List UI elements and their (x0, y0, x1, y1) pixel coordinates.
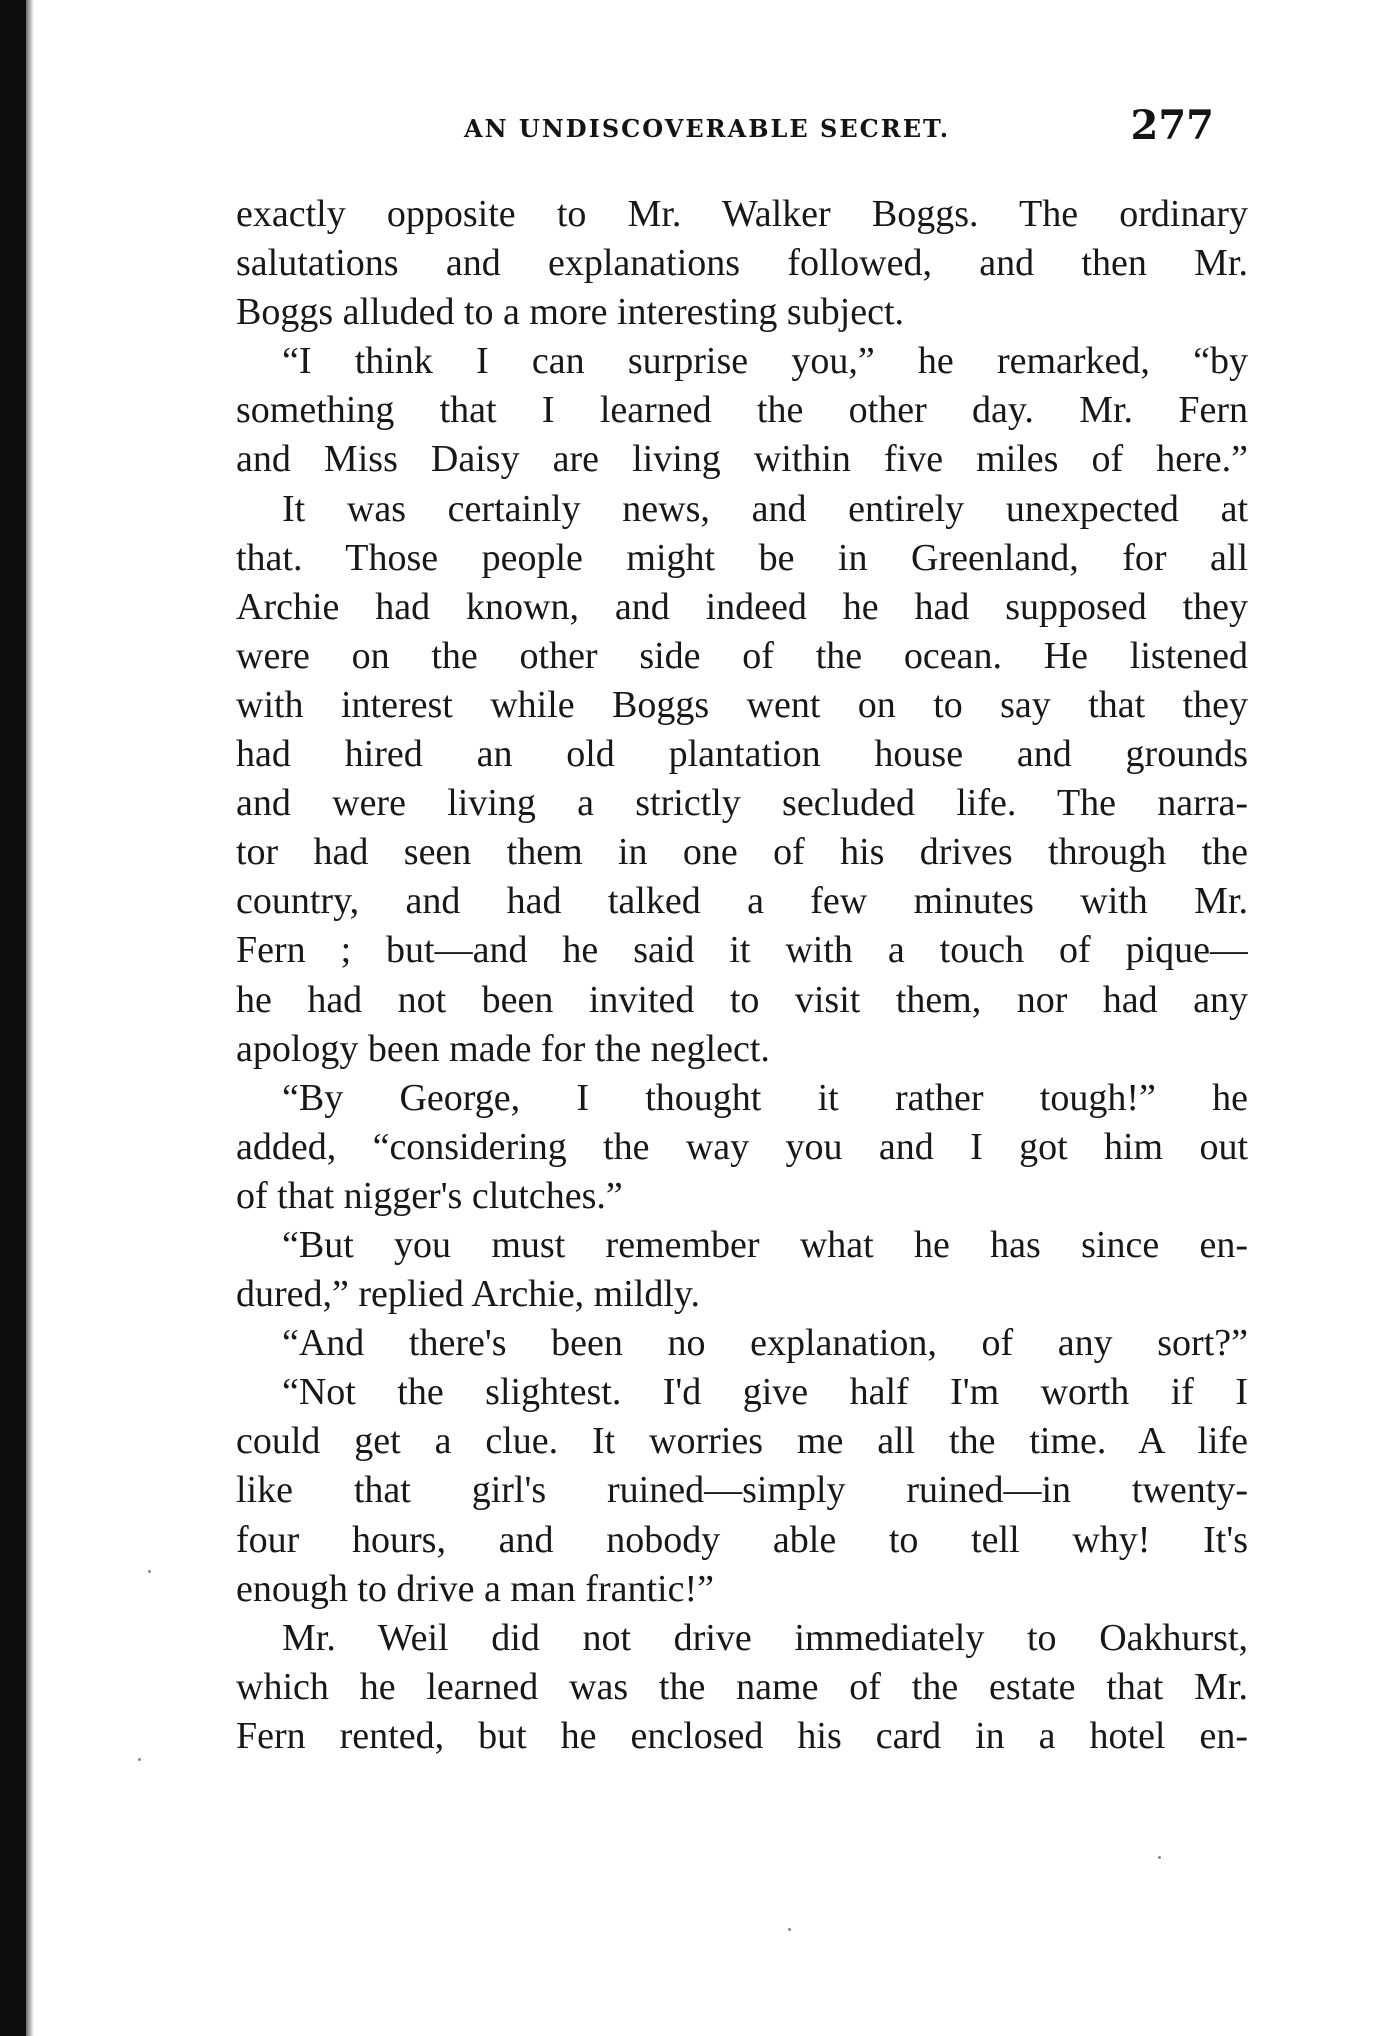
running-head (240, 102, 1240, 158)
paper-speck (1158, 1856, 1161, 1859)
text-line: of that nigger's clutches.” (236, 1174, 623, 1217)
text-line: like that girl's ruined—simply ruined—in twenty- (236, 1469, 1248, 1512)
text-line: “I think I can surprise you,” he remarked, “by (282, 340, 1248, 383)
text-line: Boggs alluded to a more interesting subject. (236, 291, 905, 334)
paper-speck (148, 1570, 151, 1573)
paper-speck (138, 1758, 141, 1761)
text-line: with interest while Boggs went on to say that they (236, 683, 1248, 726)
text-line: enough to drive a man frantic!” (236, 1567, 714, 1610)
paper-speck (788, 1928, 791, 1931)
text-line: country, and had talked a few minutes with Mr. (236, 880, 1248, 923)
body-text (236, 190, 1248, 1761)
page-binding-edge (0, 0, 26, 2036)
text-line: “But you must remember what he has since en- (282, 1223, 1248, 1266)
text-line: “Not the slightest. I'd give half I'm worth if I (282, 1371, 1248, 1414)
text-line: Mr. Weil did not drive immediately to Oakhurst, (282, 1616, 1248, 1659)
text-line: Fern ; but—and he said it with a touch of pique— (236, 929, 1248, 972)
page-number: 277 (1130, 102, 1214, 149)
text-line: Archie had known, and indeed he had supposed they (236, 585, 1248, 628)
text-line: four hours, and nobody able to tell why! It's (236, 1518, 1248, 1561)
text-line: “And there's been no explanation, of any sort?” (282, 1322, 1248, 1365)
text-line: exactly opposite to Mr. Walker Boggs. The ordinary (236, 193, 1248, 235)
text-line: dured,” replied Archie, mildly. (236, 1273, 700, 1316)
text-line: could get a clue. It worries me all the time. A life (236, 1420, 1248, 1463)
text-line: salutations and explanations followed, and then Mr. (236, 242, 1248, 285)
binding-shadow (26, 0, 34, 2036)
text-line: “By George, I thought it rather tough!” he (282, 1076, 1248, 1119)
text-line: that. Those people might be in Greenland, for all (236, 536, 1248, 579)
running-title: AN UNDISCOVERABLE SECRET. (464, 114, 951, 143)
text-line: It was certainly news, and entirely unexpected at (282, 487, 1248, 530)
text-line: were on the other side of the ocean. He listened (236, 634, 1248, 677)
text-line: something that I learned the other day. Mr. Fern (236, 389, 1248, 432)
text-line: had hired an old plantation house and grounds (236, 733, 1248, 776)
text-line: tor had seen them in one of his drives through the (236, 831, 1248, 874)
text-line: and Miss Daisy are living within five miles of here.” (236, 438, 1248, 481)
text-line: he had not been invited to visit them, nor had any (236, 978, 1248, 1021)
text-line: and were living a strictly secluded life. The narra- (236, 782, 1248, 825)
text-line: which he learned was the name of the estate that Mr. (236, 1665, 1248, 1708)
text-line: added, “considering the way you and I got him out (236, 1125, 1248, 1168)
text-line: apology been made for the neglect. (236, 1027, 770, 1070)
text-line: Fern rented, but he enclosed his card in a hotel en- (236, 1714, 1248, 1757)
